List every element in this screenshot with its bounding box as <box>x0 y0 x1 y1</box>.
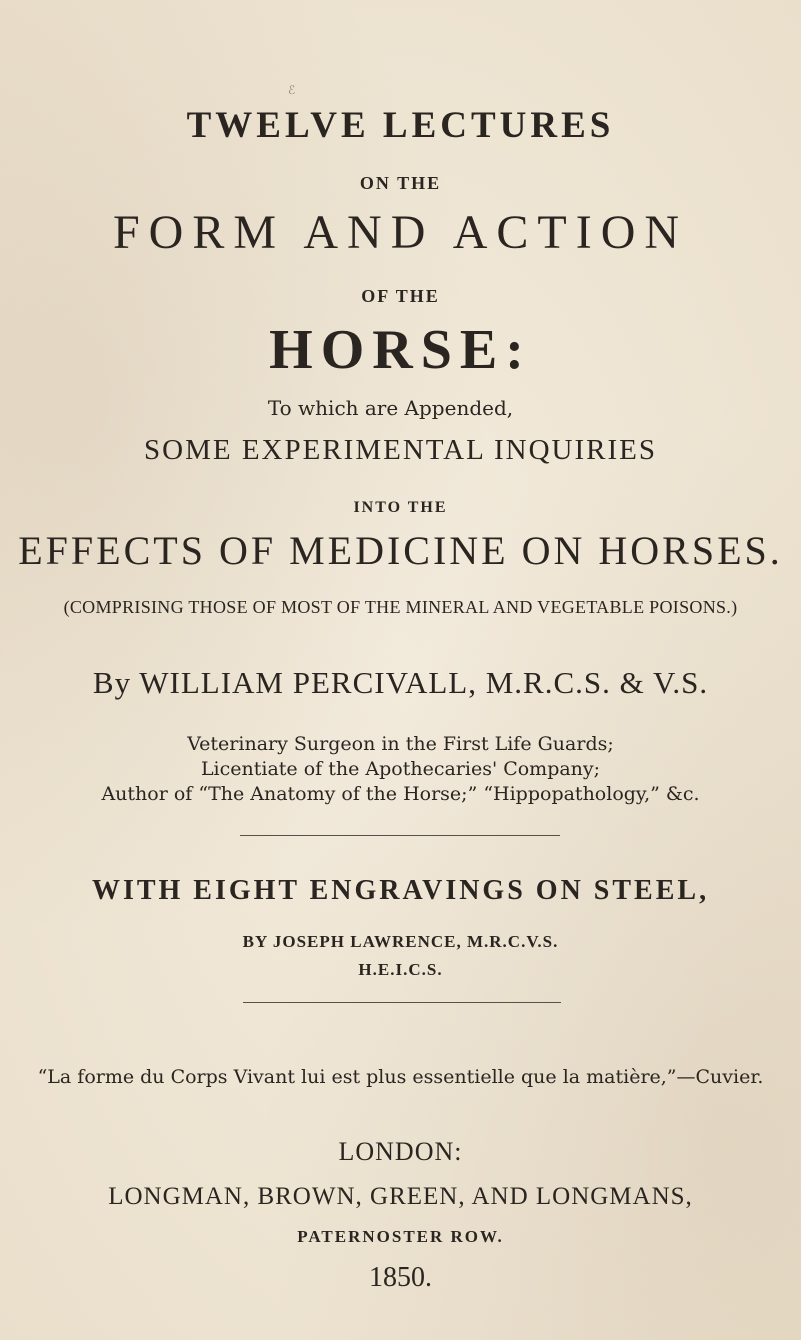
library-mark: ℰ <box>288 83 296 97</box>
author-credential-1: Veterinary Surgeon in the First Life Guards; <box>187 733 614 755</box>
author-credential-3: Author of “The Anatomy of the Horse;” “Hippopathology,” &c. <box>101 783 700 805</box>
divider-rule <box>243 1002 561 1003</box>
title-line-3: FORM AND ACTION <box>112 206 689 259</box>
imprint-street: PATERNOSTER ROW. <box>297 1227 504 1246</box>
engraver-line-1: BY JOSEPH LAWRENCE, M.R.C.V.S. <box>242 932 559 951</box>
imprint-year: 1850. <box>369 1262 432 1293</box>
imprint-city: LONDON: <box>338 1137 463 1166</box>
appendix-intro: To which are Appended, <box>267 396 514 420</box>
engraver-line-2: H.E.I.C.S. <box>358 960 443 979</box>
author-credential-2: Licentiate of the Apothecaries' Company; <box>200 758 601 780</box>
subtitle-line-1: SOME EXPERIMENTAL INQUIRIES <box>144 434 657 466</box>
subtitle-line-2: INTO THE <box>353 499 448 516</box>
subtitle-note: (COMPRISING THOSE OF MOST OF THE MINERAL AND VEGETABLE POISONS.) <box>63 597 738 617</box>
title-line-5: HORSE: <box>269 319 532 381</box>
divider-rule <box>240 835 560 836</box>
title-line-2: ON THE <box>359 173 442 193</box>
title-line-1: TWELVE LECTURES <box>186 105 615 146</box>
imprint-publisher: LONGMAN, BROWN, GREEN, AND LONGMANS, <box>108 1183 693 1210</box>
title-line-4: OF THE <box>361 286 440 306</box>
engravings-line: WITH EIGHT ENGRAVINGS ON STEEL, <box>91 875 710 906</box>
epigraph: “La forme du Corps Vivant lui est plus essentielle que la matière,”—Cuvier. <box>37 1066 764 1088</box>
subtitle-line-3: EFFECTS OF MEDICINE ON HORSES. <box>18 528 783 573</box>
author-line: By WILLIAM PERCIVALL, M.R.C.S. & V.S. <box>92 665 709 700</box>
